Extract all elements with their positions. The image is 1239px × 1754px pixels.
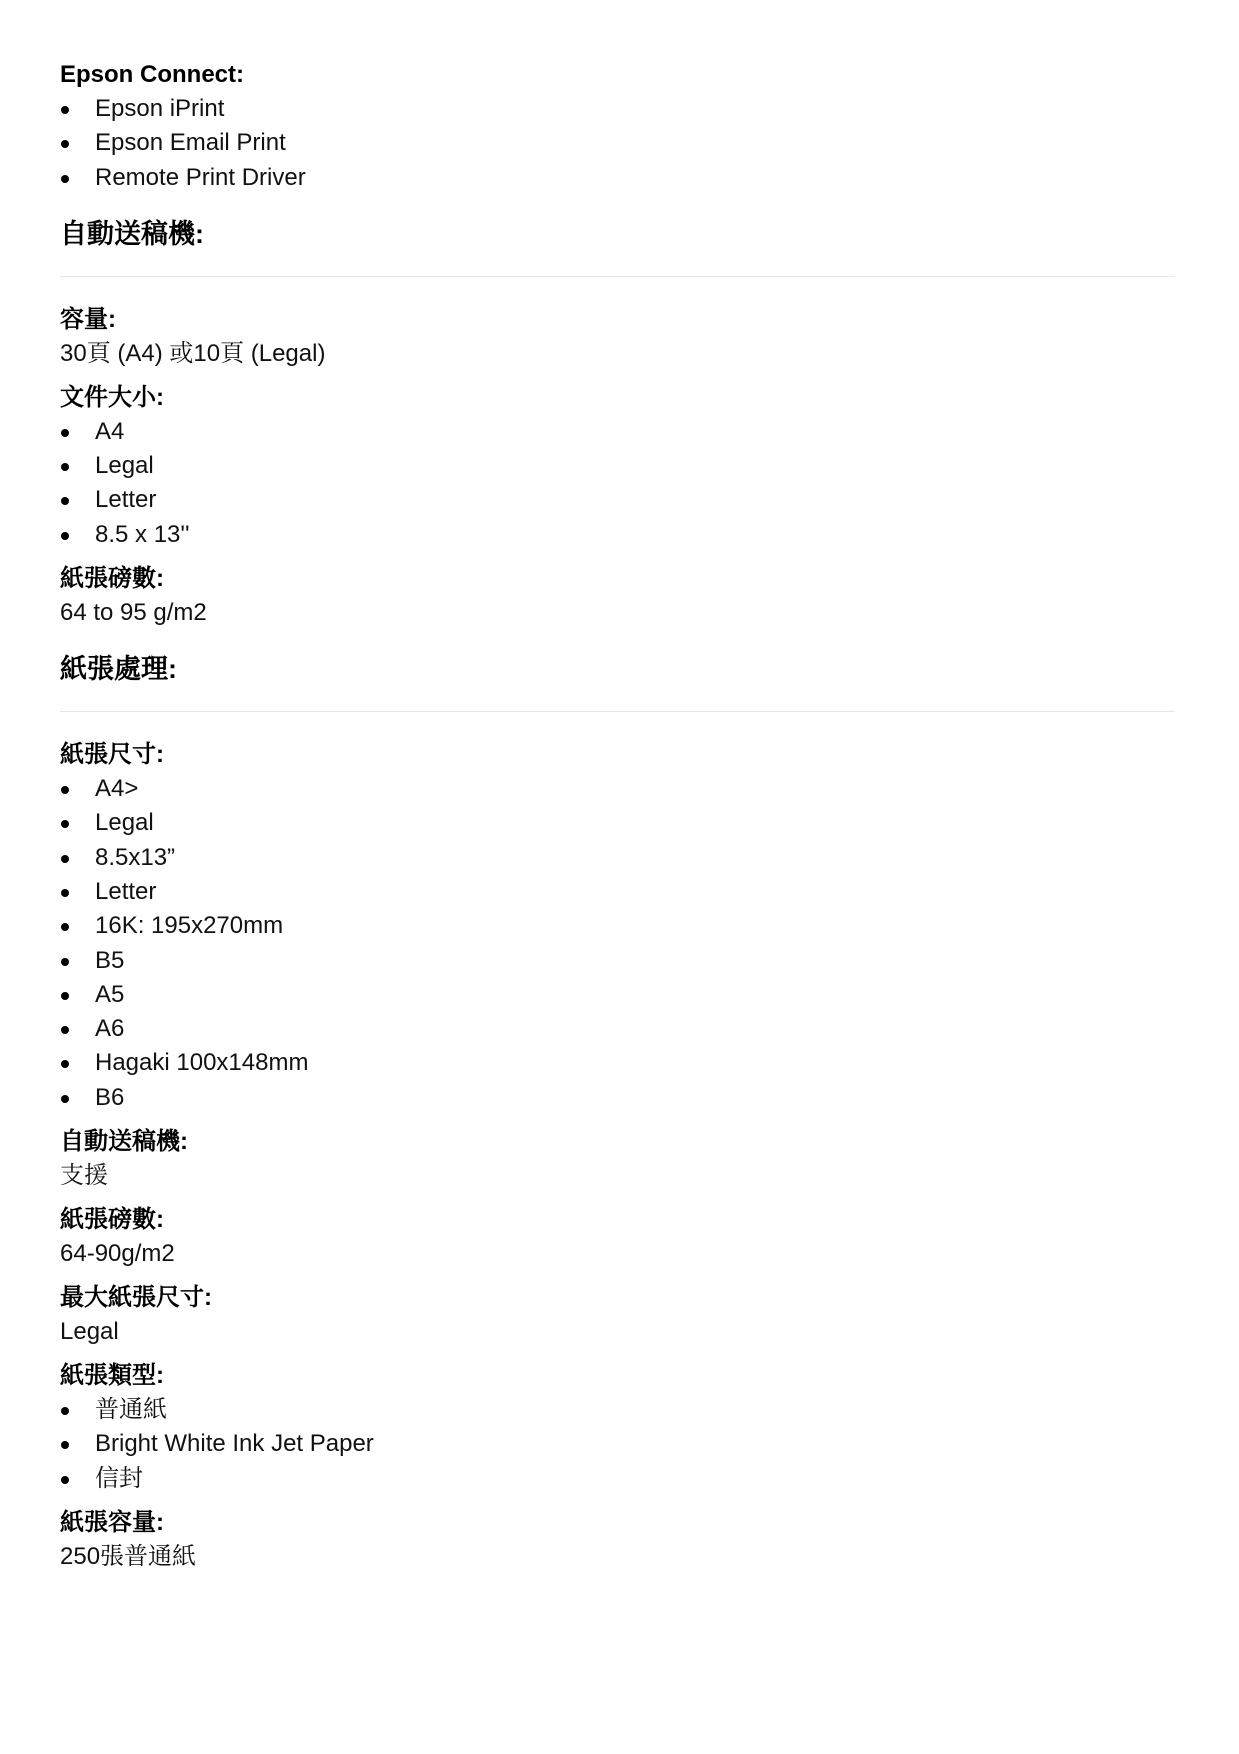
list-item: B5 [60, 944, 1180, 978]
paper-section-title: 紙張處理: [60, 654, 177, 685]
adf-capacity-value: 30頁 (A4) 或10頁 (Legal) [60, 339, 326, 367]
bullet-icon [61, 1095, 69, 1103]
epson-connect-label: Epson Connect: [60, 61, 244, 88]
list-item: 信封 [60, 1462, 1180, 1496]
adf-weight-value: 64 to 95 g/m2 [60, 599, 207, 627]
doc-size-label: 文件大小: [60, 383, 164, 411]
list-item: Legal [60, 449, 1180, 483]
bullet-icon [61, 429, 69, 437]
paper-size-label: 紙張尺寸: [60, 741, 164, 769]
bullet-icon [61, 889, 69, 897]
bullet-icon [61, 820, 69, 828]
adf-support-value: 支援 [60, 1162, 108, 1190]
section-divider [60, 711, 1175, 712]
list-item: 16K: 195x270mm [60, 909, 1180, 943]
list-item: B6 [60, 1081, 1180, 1115]
section-divider [60, 276, 1175, 277]
bullet-icon [61, 497, 69, 505]
list-item: A4> [60, 772, 1180, 806]
list-item: A4 [60, 415, 1180, 449]
list-item: Legal [60, 806, 1180, 840]
paper-weight-value: 64-90g/m2 [60, 1240, 175, 1268]
max-paper-size-label: 最大紙張尺寸: [60, 1284, 212, 1312]
list-item: Epson Email Print [60, 126, 1180, 160]
paper-type-list [60, 1393, 1180, 1496]
list-item: Epson iPrint [60, 92, 1180, 126]
bullet-icon [61, 140, 69, 148]
list-item: Bright White Ink Jet Paper [60, 1427, 1180, 1461]
bullet-icon [61, 1026, 69, 1034]
bullet-icon [61, 992, 69, 1000]
bullet-icon [61, 1441, 69, 1449]
epson-connect-block [60, 58, 1180, 195]
list-item: Letter [60, 483, 1180, 517]
paper-capacity-label: 紙張容量: [60, 1508, 164, 1536]
adf-weight-label: 紙張磅數: [60, 565, 164, 593]
list-item: A5 [60, 978, 1180, 1012]
bullet-icon [61, 1476, 69, 1484]
list-item: 普通紙 [60, 1393, 1180, 1427]
list-item: 8.5 x 13'' [60, 518, 1180, 552]
bullet-icon [61, 175, 69, 183]
bullet-icon [61, 1407, 69, 1415]
list-item: 8.5x13” [60, 841, 1180, 875]
adf-section-title: 自動送稿機: [60, 218, 204, 249]
bullet-icon [61, 463, 69, 471]
paper-weight-label: 紙張磅數: [60, 1206, 164, 1234]
list-item: A6 [60, 1012, 1180, 1046]
bullet-icon [61, 532, 69, 540]
paper-capacity-value: 250張普通紙 [60, 1542, 197, 1570]
bullet-icon [61, 958, 69, 966]
bullet-icon [61, 106, 69, 114]
max-paper-size-value: Legal [60, 1318, 119, 1346]
paper-size-list [60, 772, 1180, 1115]
adf-support-label: 自動送稿機: [60, 1128, 188, 1156]
doc-size-list [60, 415, 1180, 552]
list-item: Letter [60, 875, 1180, 909]
bullet-icon [61, 855, 69, 863]
paper-type-label: 紙張類型: [60, 1362, 164, 1390]
epson-connect-list [60, 92, 1180, 195]
bullet-icon [61, 786, 69, 794]
list-item: Hagaki 100x148mm [60, 1046, 1180, 1080]
adf-capacity-label: 容量: [60, 305, 116, 333]
bullet-icon [61, 923, 69, 931]
list-item: Remote Print Driver [60, 161, 1180, 195]
bullet-icon [61, 1060, 69, 1068]
spec-document [60, 58, 1180, 1574]
